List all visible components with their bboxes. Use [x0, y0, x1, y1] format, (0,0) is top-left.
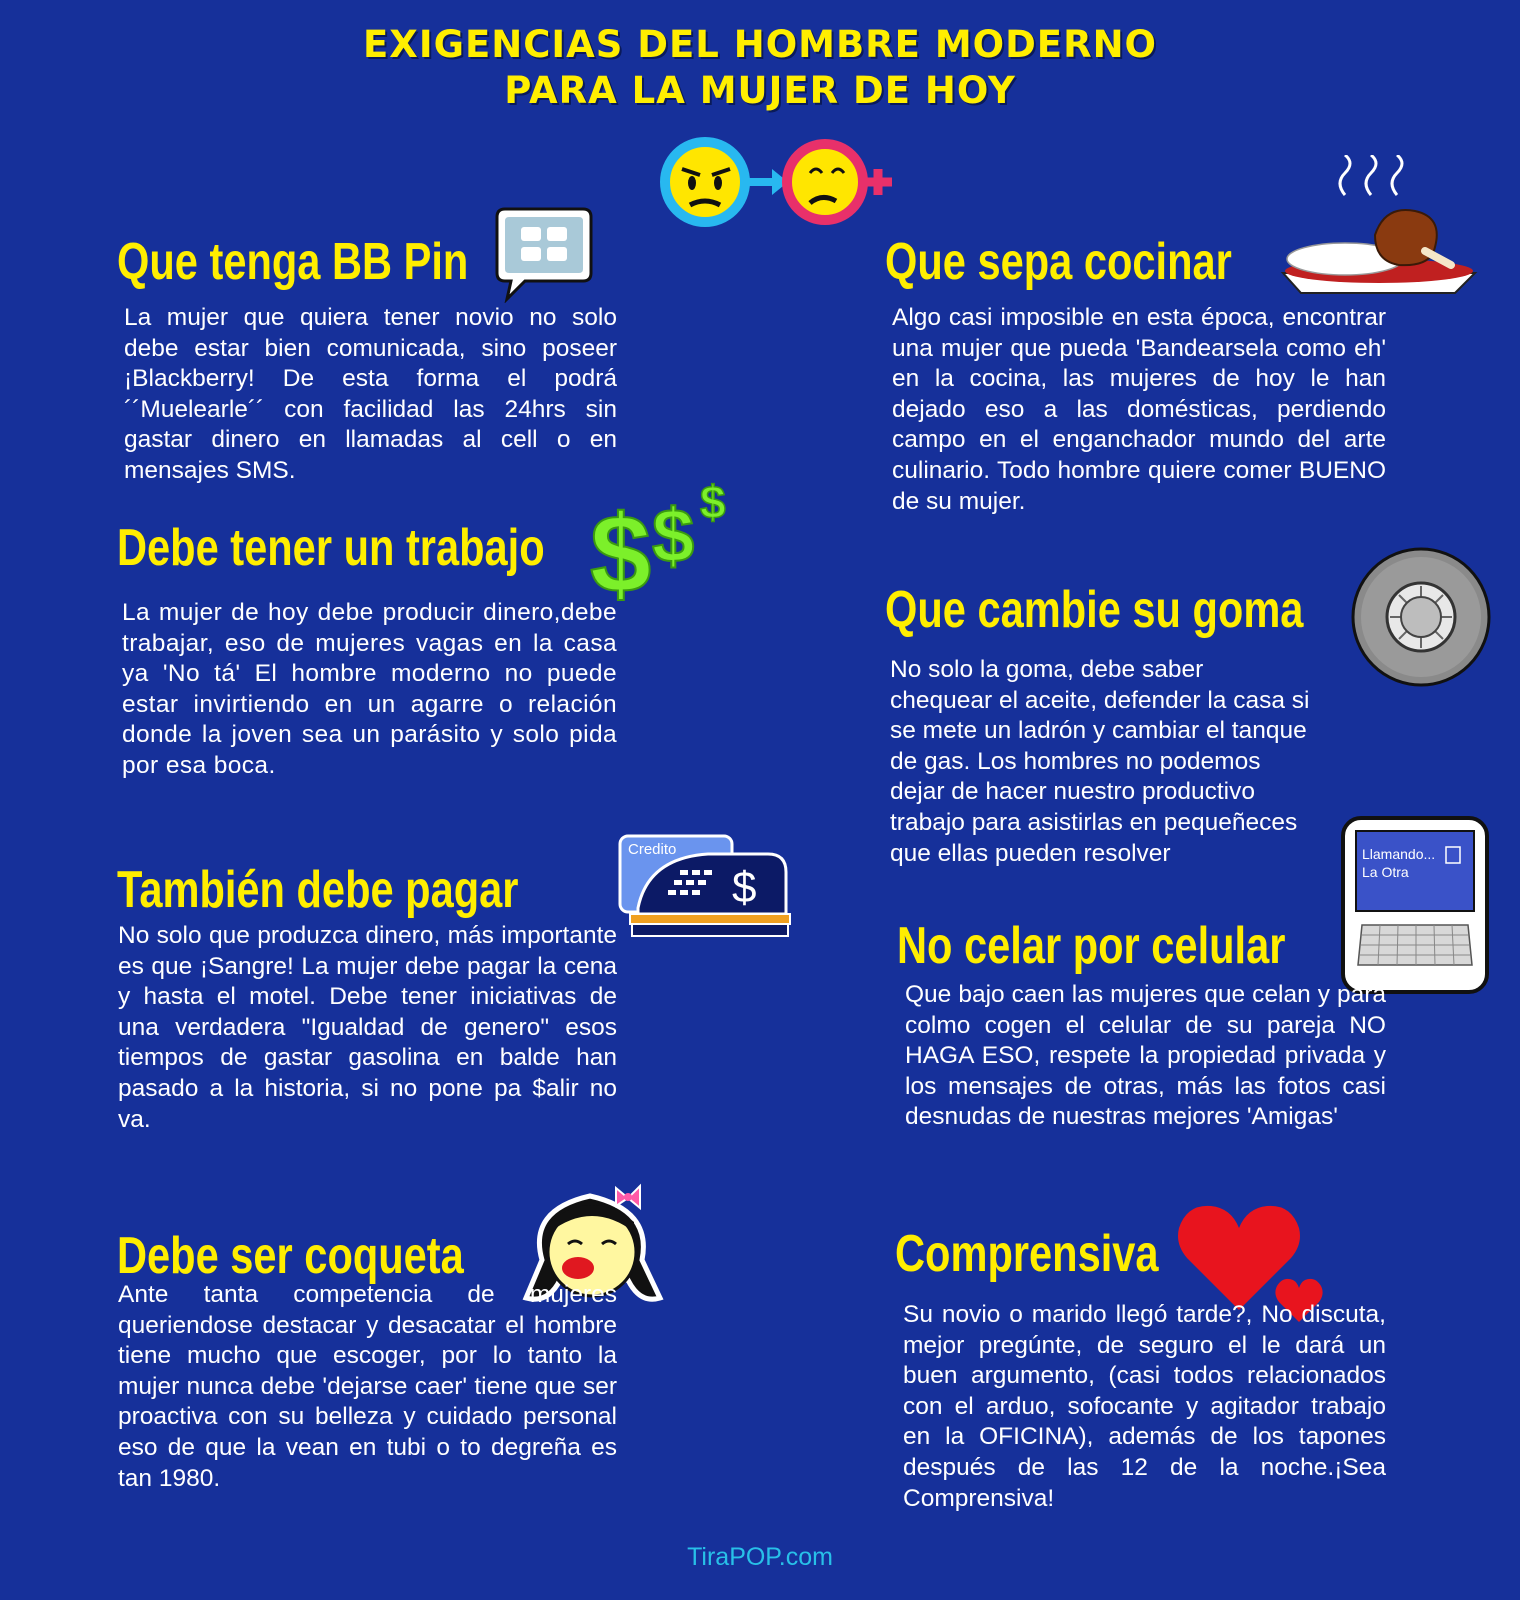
body-celular: Que bajo caen las mujeres que celan y para colmo cogen el celular de su pareja NO HAGA ESO, respete la propiedad privada y los mensajes de otras, más las fotos casi desnudas de nuestras mejores 'Amigas' — [905, 981, 1386, 1131]
heading-coqueta: Debe ser coqueta — [117, 1227, 464, 1285]
title-line-2: PARA LA MUJER DE HOY — [504, 69, 1016, 112]
dollar-symbol: $ — [732, 863, 757, 912]
tire-icon — [1350, 546, 1492, 688]
body-coqueta: Ante tanta competencia de mujeres queriendose destacar y desacatar el hombre tiene mucho que escoger, por lo tanto la mujer nunca debe 'dejarse caer' tiene que ser proactiva con su belleza y cuidado personal eso de que la vean en tubi o to degreña es tan 1980. — [118, 1281, 617, 1492]
heading-comprensiva: Comprensiva — [895, 1225, 1159, 1283]
bb-pin-chat-icon — [495, 205, 595, 303]
body-trabajo: La mujer de hoy debe producir dinero,debe trabajar, eso de mujeres vagas en la casa ya 'No tá' El hombre moderno no puede estar invirtiendo en un agarre o relación donde la joven sea un parásito y solo pida por esa boca. — [122, 599, 617, 779]
phone-screen-line-2: La Otra — [1362, 864, 1409, 880]
heading-cocinar: Que sepa cocinar — [885, 233, 1232, 291]
svg-text:$: $ — [652, 494, 695, 579]
heading-goma: Que cambie su goma — [885, 581, 1304, 639]
credit-card-machine-icon — [618, 830, 793, 940]
male-female-faces-icon — [660, 135, 910, 235]
heading-celular: No celar por celular — [897, 917, 1286, 975]
svg-text:$: $ — [590, 493, 652, 616]
heading-trabajo: Debe tener un trabajo — [117, 519, 545, 577]
heading-pagar: También debe pagar — [117, 861, 519, 919]
heading-bb-pin: Que tenga BB Pin — [117, 233, 469, 291]
page-title — [0, 22, 1520, 114]
food-plate-icon — [1275, 155, 1485, 305]
body-pagar: No solo que produzca dinero, más importante es que ¡Sangre! La mujer debe pagar la cena y hasta el motel. Debe tener iniciativas de una verdadera "Igualdad de genero" esos tiempos de gastar gasolina en balde han pasado a la historia, si no pone pa $alir no va. — [118, 922, 617, 1133]
title-line-1: EXIGENCIAS DEL HOMBRE MODERNO — [363, 23, 1157, 66]
svg-text:$: $ — [700, 476, 726, 528]
body-cocinar: Algo casi imposible en esta época, encontrar una mujer que pueda 'Bandearsela como eh' en la cocina, las mujeres de hoy le han dejado eso a las domésticas, perdiendo campo en el enganchador mundo del arte culinario. Todo hombre quiere comer BUENO de su mujer. — [892, 304, 1386, 515]
credit-card-label: Credito — [628, 841, 677, 858]
phone-screen-line-1: Llamando... — [1362, 846, 1436, 862]
body-comprensiva: Su novio o marido llegó tarde?, No discuta, mejor pregúnte, de seguro el le dará un buen argumento, (casi todos relacionados con el arduo, sofocante y agitador trabajo en la OFICINA), además de los tapones después de las 12 de la noche.¡Sea Comprensiva! — [903, 1301, 1386, 1512]
body-goma: No solo la goma, debe saber chequear el aceite, defender la casa si se mete un ladrón y cambiar el tanque de gas. Los hombres no podemos dejar de hacer nuestro productivo trabajo para asistirlas en pequeñeces que ellas pueden resolver — [890, 656, 1310, 867]
footer-site-credit: TiraPOP.com — [687, 1543, 833, 1571]
body-bb-pin: La mujer que quiera tener novio no solo debe estar bien comunicada, sino poseer ¡Blackberry! De esta forma el podrá ´´Muelearle´´ con facilidad las 24hrs sin gastar dinero en llamadas al cell o en mensajes SMS. — [124, 304, 617, 484]
phone-icon — [1340, 815, 1490, 995]
